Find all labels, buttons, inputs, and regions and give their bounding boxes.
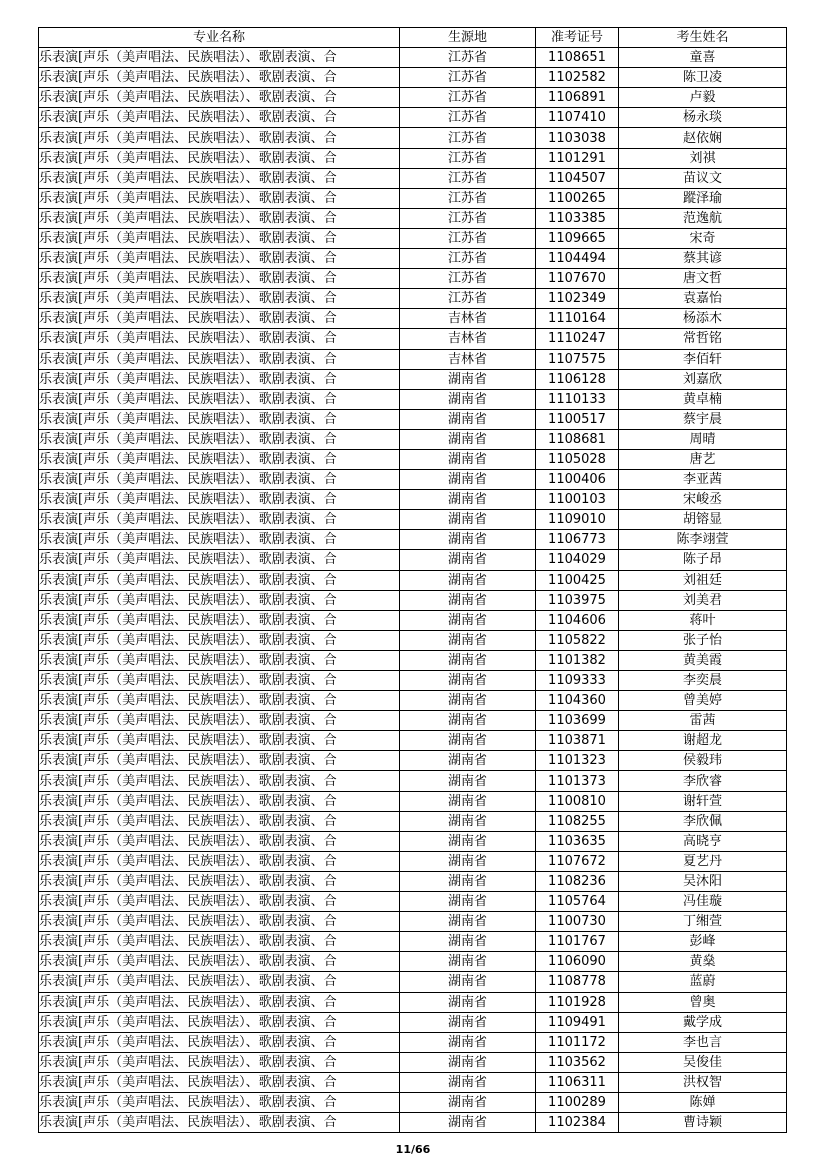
table-row bbox=[39, 1012, 787, 1032]
cell-major: 乐表演[声乐（美声唱法、民族唱法）、歌剧表演、合 bbox=[39, 68, 400, 88]
cell-exam-id: 1109333 bbox=[536, 671, 619, 691]
table-row bbox=[39, 128, 787, 148]
cell-exam-id: 1101767 bbox=[536, 932, 619, 952]
cell-exam-id: 1103699 bbox=[536, 711, 619, 731]
cell-exam-id: 1104494 bbox=[536, 249, 619, 269]
cell-exam-id: 1108255 bbox=[536, 811, 619, 831]
table-row bbox=[39, 791, 787, 811]
cell-major: 乐表演[声乐（美声唱法、民族唱法）、歌剧表演、合 bbox=[39, 108, 400, 128]
table-row bbox=[39, 389, 787, 409]
cell-origin: 湖南省 bbox=[400, 590, 536, 610]
cell-origin: 湖南省 bbox=[400, 389, 536, 409]
table-row bbox=[39, 188, 787, 208]
cell-exam-id: 1106128 bbox=[536, 369, 619, 389]
cell-exam-id: 1104606 bbox=[536, 610, 619, 630]
cell-major: 乐表演[声乐（美声唱法、民族唱法）、歌剧表演、合 bbox=[39, 871, 400, 891]
cell-student-name: 冯佳璇 bbox=[619, 892, 787, 912]
cell-exam-id: 1103871 bbox=[536, 731, 619, 751]
table-row bbox=[39, 811, 787, 831]
cell-origin: 湖南省 bbox=[400, 570, 536, 590]
cell-exam-id: 1103635 bbox=[536, 831, 619, 851]
cell-exam-id: 1106090 bbox=[536, 952, 619, 972]
cell-origin: 江苏省 bbox=[400, 289, 536, 309]
cell-student-name: 蹤泽瑜 bbox=[619, 188, 787, 208]
table-row bbox=[39, 1052, 787, 1072]
table-row bbox=[39, 470, 787, 490]
cell-student-name: 童喜 bbox=[619, 48, 787, 68]
cell-major: 乐表演[声乐（美声唱法、民族唱法）、歌剧表演、合 bbox=[39, 811, 400, 831]
cell-major: 乐表演[声乐（美声唱法、民族唱法）、歌剧表演、合 bbox=[39, 409, 400, 429]
cell-origin: 湖南省 bbox=[400, 490, 536, 510]
cell-student-name: 杨添木 bbox=[619, 309, 787, 329]
cell-major: 乐表演[声乐（美声唱法、民族唱法）、歌剧表演、合 bbox=[39, 309, 400, 329]
cell-major: 乐表演[声乐（美声唱法、民族唱法）、歌剧表演、合 bbox=[39, 389, 400, 409]
cell-major: 乐表演[声乐（美声唱法、民族唱法）、歌剧表演、合 bbox=[39, 510, 400, 530]
cell-major: 乐表演[声乐（美声唱法、民族唱法）、歌剧表演、合 bbox=[39, 751, 400, 771]
table-row bbox=[39, 228, 787, 248]
cell-student-name: 夏艺丹 bbox=[619, 851, 787, 871]
cell-student-name: 吴俊佳 bbox=[619, 1052, 787, 1072]
cell-origin: 湖南省 bbox=[400, 912, 536, 932]
cell-major: 乐表演[声乐（美声唱法、民族唱法）、歌剧表演、合 bbox=[39, 349, 400, 369]
cell-major: 乐表演[声乐（美声唱法、民族唱法）、歌剧表演、合 bbox=[39, 711, 400, 731]
table-row bbox=[39, 510, 787, 530]
cell-student-name: 杨永琰 bbox=[619, 108, 787, 128]
cell-exam-id: 1101291 bbox=[536, 148, 619, 168]
cell-major: 乐表演[声乐（美声唱法、民族唱法）、歌剧表演、合 bbox=[39, 630, 400, 650]
cell-origin: 湖南省 bbox=[400, 892, 536, 912]
cell-student-name: 戴学成 bbox=[619, 1012, 787, 1032]
cell-exam-id: 1100289 bbox=[536, 1092, 619, 1112]
table-row bbox=[39, 671, 787, 691]
cell-origin: 江苏省 bbox=[400, 168, 536, 188]
cell-major: 乐表演[声乐（美声唱法、民族唱法）、歌剧表演、合 bbox=[39, 671, 400, 691]
cell-major: 乐表演[声乐（美声唱法、民族唱法）、歌剧表演、合 bbox=[39, 851, 400, 871]
cell-major: 乐表演[声乐（美声唱法、民族唱法）、歌剧表演、合 bbox=[39, 530, 400, 550]
table-row bbox=[39, 992, 787, 1012]
table-row bbox=[39, 48, 787, 68]
cell-student-name: 陈卫凌 bbox=[619, 68, 787, 88]
cell-origin: 湖南省 bbox=[400, 610, 536, 630]
cell-origin: 江苏省 bbox=[400, 48, 536, 68]
cell-exam-id: 1101373 bbox=[536, 771, 619, 791]
cell-major: 乐表演[声乐（美声唱法、民族唱法）、歌剧表演、合 bbox=[39, 1072, 400, 1092]
cell-origin: 湖南省 bbox=[400, 1072, 536, 1092]
admission-list-table bbox=[38, 27, 787, 1133]
cell-origin: 湖南省 bbox=[400, 1032, 536, 1052]
cell-exam-id: 1109665 bbox=[536, 228, 619, 248]
cell-exam-id: 1109491 bbox=[536, 1012, 619, 1032]
table-row bbox=[39, 208, 787, 228]
cell-student-name: 蒋叶 bbox=[619, 610, 787, 630]
cell-exam-id: 1110247 bbox=[536, 329, 619, 349]
cell-origin: 湖南省 bbox=[400, 510, 536, 530]
cell-origin: 湖南省 bbox=[400, 932, 536, 952]
cell-student-name: 李欣佩 bbox=[619, 811, 787, 831]
cell-student-name: 蔡宇晨 bbox=[619, 409, 787, 429]
cell-origin: 湖南省 bbox=[400, 851, 536, 871]
cell-origin: 湖南省 bbox=[400, 369, 536, 389]
cell-major: 乐表演[声乐（美声唱法、民族唱法）、歌剧表演、合 bbox=[39, 470, 400, 490]
cell-origin: 湖南省 bbox=[400, 1113, 536, 1133]
table-row bbox=[39, 952, 787, 972]
cell-student-name: 胡镕显 bbox=[619, 510, 787, 530]
cell-exam-id: 1100810 bbox=[536, 791, 619, 811]
cell-major: 乐表演[声乐（美声唱法、民族唱法）、歌剧表演、合 bbox=[39, 490, 400, 510]
header-student-name: 考生姓名 bbox=[619, 28, 787, 48]
cell-exam-id: 1106311 bbox=[536, 1072, 619, 1092]
table-row bbox=[39, 972, 787, 992]
cell-exam-id: 1108681 bbox=[536, 429, 619, 449]
cell-student-name: 范逸航 bbox=[619, 208, 787, 228]
cell-major: 乐表演[声乐（美声唱法、民族唱法）、歌剧表演、合 bbox=[39, 148, 400, 168]
table-row bbox=[39, 289, 787, 309]
cell-exam-id: 1106891 bbox=[536, 88, 619, 108]
table-row bbox=[39, 490, 787, 510]
table-row bbox=[39, 912, 787, 932]
cell-student-name: 刘嘉欣 bbox=[619, 369, 787, 389]
table-row bbox=[39, 108, 787, 128]
table-row bbox=[39, 751, 787, 771]
cell-origin: 湖南省 bbox=[400, 630, 536, 650]
cell-student-name: 丁缃萱 bbox=[619, 912, 787, 932]
cell-origin: 湖南省 bbox=[400, 952, 536, 972]
cell-major: 乐表演[声乐（美声唱法、民族唱法）、歌剧表演、合 bbox=[39, 550, 400, 570]
cell-exam-id: 1102384 bbox=[536, 1113, 619, 1133]
cell-major: 乐表演[声乐（美声唱法、民族唱法）、歌剧表演、合 bbox=[39, 691, 400, 711]
cell-exam-id: 1103562 bbox=[536, 1052, 619, 1072]
table-row bbox=[39, 570, 787, 590]
cell-exam-id: 1105028 bbox=[536, 449, 619, 469]
cell-student-name: 蔡其谚 bbox=[619, 249, 787, 269]
table-row bbox=[39, 851, 787, 871]
cell-origin: 湖南省 bbox=[400, 691, 536, 711]
cell-origin: 湖南省 bbox=[400, 671, 536, 691]
cell-major: 乐表演[声乐（美声唱法、民族唱法）、歌剧表演、合 bbox=[39, 610, 400, 630]
cell-major: 乐表演[声乐（美声唱法、民族唱法）、歌剧表演、合 bbox=[39, 912, 400, 932]
cell-major: 乐表演[声乐（美声唱法、民族唱法）、歌剧表演、合 bbox=[39, 650, 400, 670]
table-row bbox=[39, 871, 787, 891]
cell-student-name: 常哲铭 bbox=[619, 329, 787, 349]
table-row bbox=[39, 1032, 787, 1052]
table-row bbox=[39, 269, 787, 289]
table-row bbox=[39, 530, 787, 550]
cell-major: 乐表演[声乐（美声唱法、民族唱法）、歌剧表演、合 bbox=[39, 188, 400, 208]
cell-origin: 湖南省 bbox=[400, 650, 536, 670]
cell-exam-id: 1100730 bbox=[536, 912, 619, 932]
cell-origin: 江苏省 bbox=[400, 228, 536, 248]
cell-major: 乐表演[声乐（美声唱法、民族唱法）、歌剧表演、合 bbox=[39, 449, 400, 469]
table-row bbox=[39, 88, 787, 108]
cell-origin: 湖南省 bbox=[400, 811, 536, 831]
cell-origin: 湖南省 bbox=[400, 992, 536, 1012]
cell-major: 乐表演[声乐（美声唱法、民族唱法）、歌剧表演、合 bbox=[39, 570, 400, 590]
cell-exam-id: 1101928 bbox=[536, 992, 619, 1012]
cell-student-name: 黄燊 bbox=[619, 952, 787, 972]
table-row bbox=[39, 1113, 787, 1133]
table-row bbox=[39, 610, 787, 630]
cell-exam-id: 1108236 bbox=[536, 871, 619, 891]
cell-origin: 湖南省 bbox=[400, 1012, 536, 1032]
cell-major: 乐表演[声乐（美声唱法、民族唱法）、歌剧表演、合 bbox=[39, 88, 400, 108]
table-row bbox=[39, 932, 787, 952]
cell-origin: 湖南省 bbox=[400, 1092, 536, 1112]
cell-origin: 湖南省 bbox=[400, 791, 536, 811]
table-row bbox=[39, 630, 787, 650]
table-row bbox=[39, 349, 787, 369]
cell-student-name: 刘美君 bbox=[619, 590, 787, 610]
cell-exam-id: 1104507 bbox=[536, 168, 619, 188]
cell-exam-id: 1104360 bbox=[536, 691, 619, 711]
cell-origin: 湖南省 bbox=[400, 711, 536, 731]
cell-major: 乐表演[声乐（美声唱法、民族唱法）、歌剧表演、合 bbox=[39, 429, 400, 449]
cell-student-name: 曾美婷 bbox=[619, 691, 787, 711]
cell-origin: 江苏省 bbox=[400, 188, 536, 208]
cell-exam-id: 1103975 bbox=[536, 590, 619, 610]
cell-exam-id: 1108651 bbox=[536, 48, 619, 68]
cell-major: 乐表演[声乐（美声唱法、民族唱法）、歌剧表演、合 bbox=[39, 48, 400, 68]
cell-major: 乐表演[声乐（美声唱法、民族唱法）、歌剧表演、合 bbox=[39, 771, 400, 791]
cell-exam-id: 1110164 bbox=[536, 309, 619, 329]
cell-exam-id: 1100103 bbox=[536, 490, 619, 510]
cell-origin: 湖南省 bbox=[400, 470, 536, 490]
cell-origin: 江苏省 bbox=[400, 269, 536, 289]
cell-origin: 吉林省 bbox=[400, 349, 536, 369]
cell-student-name: 李佰轩 bbox=[619, 349, 787, 369]
cell-exam-id: 1105764 bbox=[536, 892, 619, 912]
cell-student-name: 袁嘉怡 bbox=[619, 289, 787, 309]
cell-major: 乐表演[声乐（美声唱法、民族唱法）、歌剧表演、合 bbox=[39, 831, 400, 851]
cell-student-name: 宋峻丞 bbox=[619, 490, 787, 510]
cell-major: 乐表演[声乐（美声唱法、民族唱法）、歌剧表演、合 bbox=[39, 731, 400, 751]
table-row bbox=[39, 691, 787, 711]
cell-student-name: 赵依娴 bbox=[619, 128, 787, 148]
cell-origin: 湖南省 bbox=[400, 831, 536, 851]
cell-major: 乐表演[声乐（美声唱法、民族唱法）、歌剧表演、合 bbox=[39, 892, 400, 912]
cell-student-name: 高晓亨 bbox=[619, 831, 787, 851]
cell-student-name: 侯毅玮 bbox=[619, 751, 787, 771]
table-header-row bbox=[39, 28, 787, 48]
table-row bbox=[39, 711, 787, 731]
cell-major: 乐表演[声乐（美声唱法、民族唱法）、歌剧表演、合 bbox=[39, 289, 400, 309]
cell-student-name: 黄卓楠 bbox=[619, 389, 787, 409]
cell-exam-id: 1100425 bbox=[536, 570, 619, 590]
cell-origin: 江苏省 bbox=[400, 148, 536, 168]
cell-origin: 江苏省 bbox=[400, 208, 536, 228]
table-row bbox=[39, 68, 787, 88]
header-major: 专业名称 bbox=[39, 28, 400, 48]
cell-exam-id: 1105822 bbox=[536, 630, 619, 650]
cell-major: 乐表演[声乐（美声唱法、民族唱法）、歌剧表演、合 bbox=[39, 972, 400, 992]
cell-major: 乐表演[声乐（美声唱法、民族唱法）、歌剧表演、合 bbox=[39, 1012, 400, 1032]
cell-student-name: 陈子昂 bbox=[619, 550, 787, 570]
cell-origin: 江苏省 bbox=[400, 249, 536, 269]
cell-origin: 湖南省 bbox=[400, 530, 536, 550]
cell-origin: 江苏省 bbox=[400, 128, 536, 148]
cell-origin: 湖南省 bbox=[400, 972, 536, 992]
cell-origin: 江苏省 bbox=[400, 68, 536, 88]
cell-exam-id: 1102582 bbox=[536, 68, 619, 88]
cell-exam-id: 1101323 bbox=[536, 751, 619, 771]
cell-student-name: 洪权智 bbox=[619, 1072, 787, 1092]
cell-major: 乐表演[声乐（美声唱法、民族唱法）、歌剧表演、合 bbox=[39, 128, 400, 148]
cell-student-name: 卢毅 bbox=[619, 88, 787, 108]
cell-major: 乐表演[声乐（美声唱法、民族唱法）、歌剧表演、合 bbox=[39, 590, 400, 610]
cell-major: 乐表演[声乐（美声唱法、民族唱法）、歌剧表演、合 bbox=[39, 329, 400, 349]
cell-exam-id: 1107410 bbox=[536, 108, 619, 128]
table-row bbox=[39, 771, 787, 791]
cell-exam-id: 1107575 bbox=[536, 349, 619, 369]
table-row bbox=[39, 731, 787, 751]
cell-exam-id: 1100406 bbox=[536, 470, 619, 490]
header-origin: 生源地 bbox=[400, 28, 536, 48]
cell-exam-id: 1108778 bbox=[536, 972, 619, 992]
cell-origin: 湖南省 bbox=[400, 449, 536, 469]
cell-student-name: 曹诗颖 bbox=[619, 1113, 787, 1133]
cell-student-name: 李亚茜 bbox=[619, 470, 787, 490]
cell-major: 乐表演[声乐（美声唱法、民族唱法）、歌剧表演、合 bbox=[39, 168, 400, 188]
cell-major: 乐表演[声乐（美声唱法、民族唱法）、歌剧表演、合 bbox=[39, 1092, 400, 1112]
cell-major: 乐表演[声乐（美声唱法、民族唱法）、歌剧表演、合 bbox=[39, 992, 400, 1012]
cell-major: 乐表演[声乐（美声唱法、民族唱法）、歌剧表演、合 bbox=[39, 1052, 400, 1072]
cell-student-name: 陈李翊萱 bbox=[619, 530, 787, 550]
cell-origin: 江苏省 bbox=[400, 108, 536, 128]
cell-student-name: 刘祺 bbox=[619, 148, 787, 168]
cell-student-name: 李也言 bbox=[619, 1032, 787, 1052]
cell-student-name: 刘祖廷 bbox=[619, 570, 787, 590]
cell-student-name: 黄美霞 bbox=[619, 650, 787, 670]
cell-exam-id: 1106773 bbox=[536, 530, 619, 550]
cell-student-name: 谢轩萱 bbox=[619, 791, 787, 811]
cell-student-name: 宋奇 bbox=[619, 228, 787, 248]
cell-exam-id: 1100517 bbox=[536, 409, 619, 429]
cell-student-name: 李欣睿 bbox=[619, 771, 787, 791]
table-row bbox=[39, 449, 787, 469]
cell-student-name: 张子怡 bbox=[619, 630, 787, 650]
table-row bbox=[39, 1072, 787, 1092]
cell-student-name: 吴沐阳 bbox=[619, 871, 787, 891]
table-row bbox=[39, 831, 787, 851]
cell-exam-id: 1109010 bbox=[536, 510, 619, 530]
cell-major: 乐表演[声乐（美声唱法、民族唱法）、歌剧表演、合 bbox=[39, 208, 400, 228]
cell-exam-id: 1100265 bbox=[536, 188, 619, 208]
cell-exam-id: 1107670 bbox=[536, 269, 619, 289]
cell-student-name: 陈婵 bbox=[619, 1092, 787, 1112]
cell-major: 乐表演[声乐（美声唱法、民族唱法）、歌剧表演、合 bbox=[39, 228, 400, 248]
cell-major: 乐表演[声乐（美声唱法、民族唱法）、歌剧表演、合 bbox=[39, 1113, 400, 1133]
cell-major: 乐表演[声乐（美声唱法、民族唱法）、歌剧表演、合 bbox=[39, 932, 400, 952]
table-row bbox=[39, 329, 787, 349]
table-row bbox=[39, 550, 787, 570]
cell-origin: 湖南省 bbox=[400, 1052, 536, 1072]
table-row bbox=[39, 168, 787, 188]
table-row bbox=[39, 409, 787, 429]
cell-exam-id: 1101172 bbox=[536, 1032, 619, 1052]
cell-major: 乐表演[声乐（美声唱法、民族唱法）、歌剧表演、合 bbox=[39, 249, 400, 269]
cell-student-name: 苗议文 bbox=[619, 168, 787, 188]
cell-origin: 湖南省 bbox=[400, 550, 536, 570]
cell-origin: 湖南省 bbox=[400, 429, 536, 449]
cell-student-name: 唐文哲 bbox=[619, 269, 787, 289]
table-row bbox=[39, 429, 787, 449]
cell-exam-id: 1103038 bbox=[536, 128, 619, 148]
cell-origin: 吉林省 bbox=[400, 309, 536, 329]
cell-origin: 湖南省 bbox=[400, 771, 536, 791]
cell-student-name: 曾奥 bbox=[619, 992, 787, 1012]
cell-major: 乐表演[声乐（美声唱法、民族唱法）、歌剧表演、合 bbox=[39, 1032, 400, 1052]
cell-student-name: 李奕晨 bbox=[619, 671, 787, 691]
cell-origin: 湖南省 bbox=[400, 751, 536, 771]
cell-origin: 湖南省 bbox=[400, 409, 536, 429]
table-row bbox=[39, 369, 787, 389]
cell-student-name: 雷茜 bbox=[619, 711, 787, 731]
table-row bbox=[39, 249, 787, 269]
cell-major: 乐表演[声乐（美声唱法、民族唱法）、歌剧表演、合 bbox=[39, 791, 400, 811]
table-row bbox=[39, 148, 787, 168]
cell-student-name: 唐艺 bbox=[619, 449, 787, 469]
cell-origin: 湖南省 bbox=[400, 731, 536, 751]
table-row bbox=[39, 650, 787, 670]
cell-exam-id: 1102349 bbox=[536, 289, 619, 309]
cell-origin: 江苏省 bbox=[400, 88, 536, 108]
cell-student-name: 谢超龙 bbox=[619, 731, 787, 751]
page-number: 11/66 bbox=[395, 1143, 431, 1156]
cell-exam-id: 1101382 bbox=[536, 650, 619, 670]
cell-origin: 湖南省 bbox=[400, 871, 536, 891]
cell-origin: 吉林省 bbox=[400, 329, 536, 349]
cell-major: 乐表演[声乐（美声唱法、民族唱法）、歌剧表演、合 bbox=[39, 952, 400, 972]
cell-exam-id: 1107672 bbox=[536, 851, 619, 871]
cell-exam-id: 1104029 bbox=[536, 550, 619, 570]
cell-exam-id: 1110133 bbox=[536, 389, 619, 409]
table-row bbox=[39, 309, 787, 329]
header-exam-id: 准考证号 bbox=[536, 28, 619, 48]
cell-major: 乐表演[声乐（美声唱法、民族唱法）、歌剧表演、合 bbox=[39, 369, 400, 389]
cell-student-name: 彭峰 bbox=[619, 932, 787, 952]
cell-student-name: 蓝蔚 bbox=[619, 972, 787, 992]
table-row bbox=[39, 1092, 787, 1112]
cell-student-name: 周晴 bbox=[619, 429, 787, 449]
table-row bbox=[39, 892, 787, 912]
table-row bbox=[39, 590, 787, 610]
cell-exam-id: 1103385 bbox=[536, 208, 619, 228]
cell-major: 乐表演[声乐（美声唱法、民族唱法）、歌剧表演、合 bbox=[39, 269, 400, 289]
